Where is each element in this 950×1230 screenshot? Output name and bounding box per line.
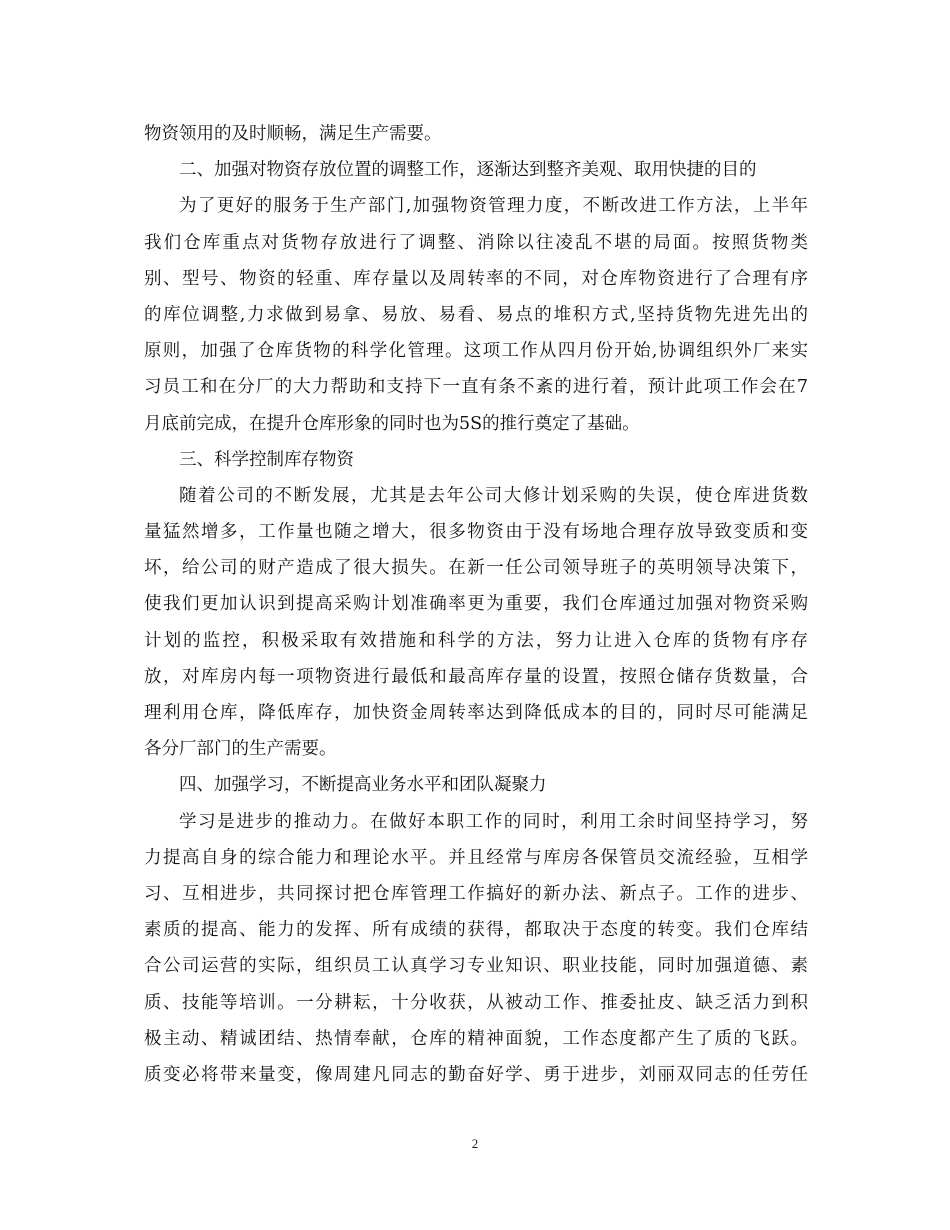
text-line: 各分厂部门的生产需要。	[144, 739, 337, 760]
text-line: 三、科学控制库存物资	[179, 449, 354, 470]
text-line: 物资领用的及时顺畅，满足生产需要。	[144, 124, 442, 144]
text-line: 别、型号、物资的轻重、库存量以及周转率的不同，对仓库物资进行了合理有序	[144, 268, 808, 289]
text-line: 计划的监控，积极采取有效措施和科学的方法，努力让进入仓库的货物有序存	[144, 630, 808, 651]
text-line: 学习是进步的推动力。在做好本职工作的同时，利用工余时间坚持学习，努	[179, 811, 808, 832]
text-line: 使我们更加认识到提高采购计划准确率更为重要，我们仓库通过加强对物资采购	[144, 594, 808, 615]
text-line: 量猛然增多，工作量也随之增大，很多物资由于没有场地合理存放导致变质和变	[144, 522, 808, 543]
text-line: 习员工和在分厂的大力帮助和支持下一直有条不紊的进行着，预计此项工作会在7	[144, 377, 808, 398]
text-line: 合公司运营的实际，组织员工认真学习专业知识、职业技能，同时加强道德、素	[144, 956, 808, 977]
text-line: 质、技能等培训。一分耕耘，十分收获，从被动工作、推委扯皮、缺乏活力到积	[144, 992, 808, 1013]
text-line: 我们仓库重点对货物存放进行了调整、消除以往凌乱不堪的局面。按照货物类	[144, 232, 808, 253]
text-line: 坏，给公司的财产造成了很大损失。在新一任公司领导班子的英明领导决策下，	[144, 558, 808, 579]
text-line: 力提高自身的综合能力和理论水平。并且经常与库房各保管员交流经验，互相学	[144, 847, 808, 868]
text-line: 极主动、精诚团结、热情奉献，仓库的精神面貌，工作态度都产生了质的飞跃。	[144, 1028, 808, 1049]
text-line: 素质的提高、能力的发挥、所有成绩的获得，都取决于态度的转变。我们仓库结	[144, 920, 808, 941]
text-line: 为了更好的服务于生产部门,加强物资管理力度，不断改进工作方法，上半年	[179, 196, 808, 217]
text-line: 随着公司的不断发展，尤其是去年公司大修计划采购的失误，使仓库进货数	[179, 485, 808, 506]
text-line: 的库位调整,力求做到易拿、易放、易看、易点的堆积方式,坚持货物先进先出的	[144, 304, 808, 325]
text-line: 放，对库房内每一项物资进行最低和最高库存量的设置，按照仓储存货数量，合	[144, 666, 808, 687]
text-line: 月底前完成，在提升仓库形象的同时也为5S的推行奠定了基础。	[144, 413, 640, 434]
body-text	[144, 116, 808, 1093]
page-number: 2	[471, 1136, 479, 1151]
text-line: 习、互相进步，共同探讨把仓库管理工作搞好的新办法、新点子。工作的进步、	[144, 883, 808, 904]
text-line: 原则，加强了仓库货物的科学化管理。这项工作从四月份开始,协调组织外厂来实	[144, 341, 808, 362]
text-line: 二、加强对物资存放位置的调整工作，逐渐达到整齐美观、取用快捷的目的	[179, 160, 757, 181]
text-line: 四、加强学习，不断提高业务水平和团队凝聚力	[179, 775, 547, 796]
text-line: 质变必将带来量变，像周建凡同志的勤奋好学、勇于进步，刘丽双同志的任劳任	[144, 1064, 808, 1085]
text-line: 理利用仓库，降低库存，加快资金周转率达到降低成本的目的，同时尽可能满足	[144, 703, 808, 723]
